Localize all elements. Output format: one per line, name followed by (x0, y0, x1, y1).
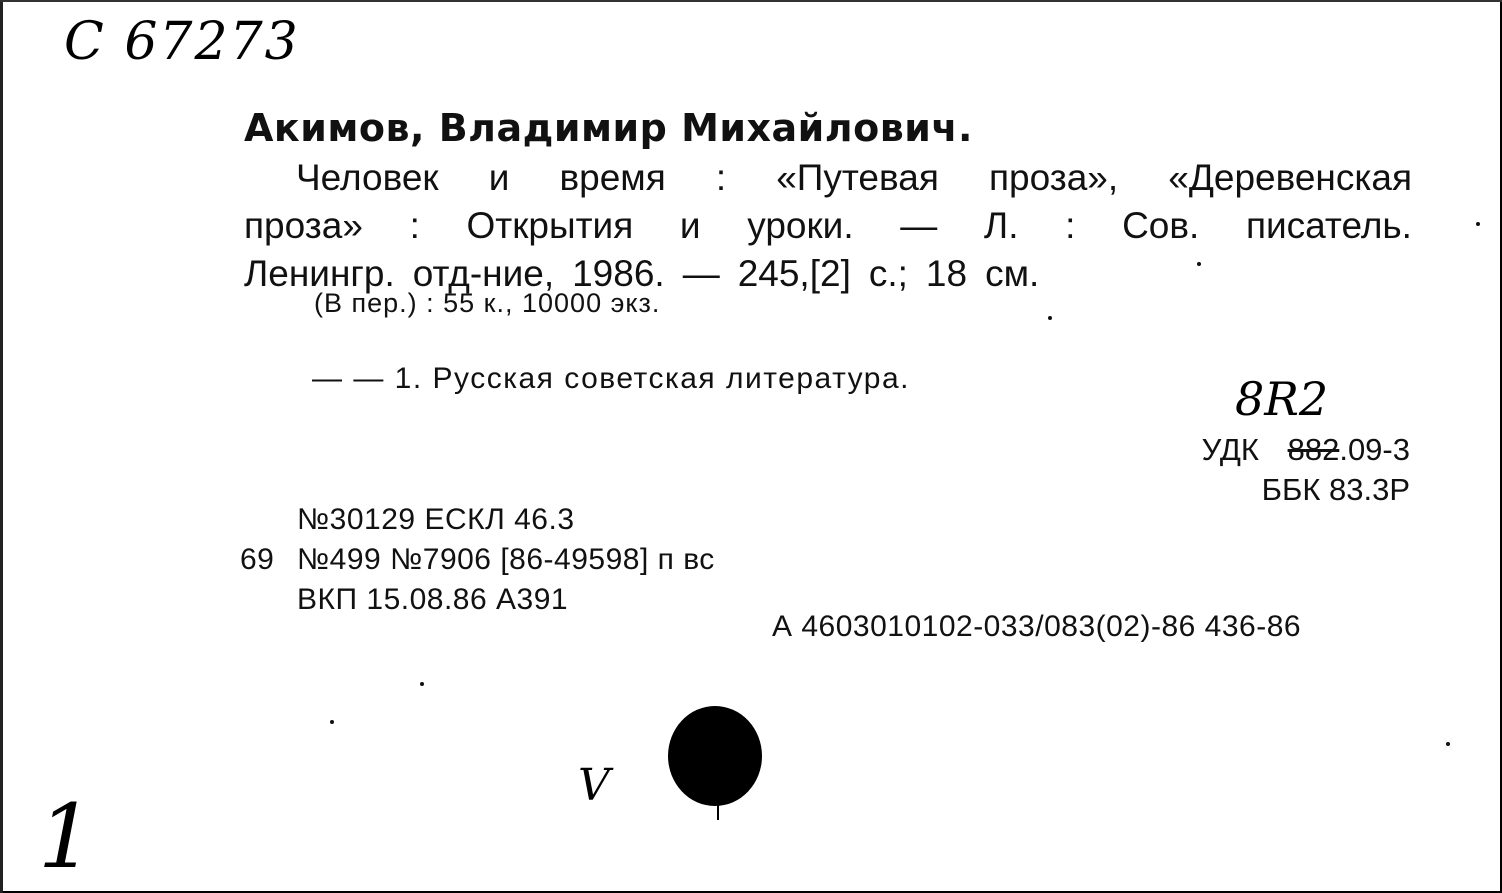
speck (1048, 316, 1052, 320)
word: : (409, 205, 420, 246)
word: 18 (925, 253, 968, 294)
check-mark: V (578, 760, 610, 811)
word: Л. (983, 205, 1019, 246)
word: Человек (296, 157, 439, 198)
word: и (679, 205, 701, 246)
description-line-1 (244, 154, 1412, 202)
word: Ленингр. (244, 253, 395, 294)
classification-block (1160, 430, 1410, 510)
author-heading: Акимов, Владимир Михайлович. (244, 106, 973, 150)
speck (330, 720, 334, 724)
speck (1446, 742, 1450, 746)
bibliographic-description (244, 154, 1412, 298)
subject-heading: — — 1. Русская советская литература. (312, 362, 911, 395)
word: — (682, 253, 720, 294)
udk-struck-digits: 882 (1287, 432, 1340, 467)
code-line-3: ВКП 15.08.86 А391 (297, 583, 569, 616)
word: Открытия (466, 205, 634, 246)
bbk-line: ББК 83.3Р (1261, 472, 1410, 507)
shelf-mark: С 67273 (64, 12, 300, 72)
word: уроки. (747, 205, 854, 246)
word: — (900, 205, 938, 246)
corner-number: 1 (38, 785, 94, 888)
word: «Путевая (776, 157, 939, 198)
handwritten-code: 8R2 (1235, 372, 1329, 426)
code-line-2 (240, 540, 715, 580)
word: : (715, 157, 727, 198)
word: 1986. (572, 253, 665, 294)
speck (1476, 222, 1480, 226)
card-left-edge (0, 0, 3, 893)
word: : (1065, 205, 1076, 246)
word: «Деревенская (1168, 157, 1412, 198)
udk-line (1160, 430, 1410, 470)
word: время (559, 157, 666, 198)
word: Сов. (1122, 205, 1200, 246)
word: проза» (244, 205, 363, 246)
code-line-2-text: №499 №7906 [86-49598] п вс (297, 543, 715, 576)
code-prefix: 69 (240, 543, 275, 576)
word: см. (985, 253, 1040, 294)
description-line-2 (244, 202, 1412, 250)
word: с.; (868, 253, 908, 294)
word: и (488, 157, 510, 198)
word: отд-ние, (412, 253, 555, 294)
word: проза», (988, 157, 1119, 198)
punch-hole-mark (717, 800, 719, 820)
speck (1197, 262, 1201, 266)
code-line-1: №30129 ЕСКЛ 46.3 (297, 503, 575, 536)
isbn-line: А 4603010102-033/083(02)-86 436-86 (772, 610, 1302, 643)
speck (420, 682, 424, 686)
card-top-edge (0, 0, 1502, 2)
punch-hole (668, 706, 762, 806)
udk-label: УДК (1201, 432, 1259, 467)
word: писатель. (1245, 205, 1412, 246)
price-line: (В пер.) : 55 к., 10000 экз. (314, 288, 661, 318)
udk-rest: .09-3 (1339, 432, 1410, 467)
registry-codes (240, 500, 715, 620)
word: 245,[2] (737, 253, 851, 294)
